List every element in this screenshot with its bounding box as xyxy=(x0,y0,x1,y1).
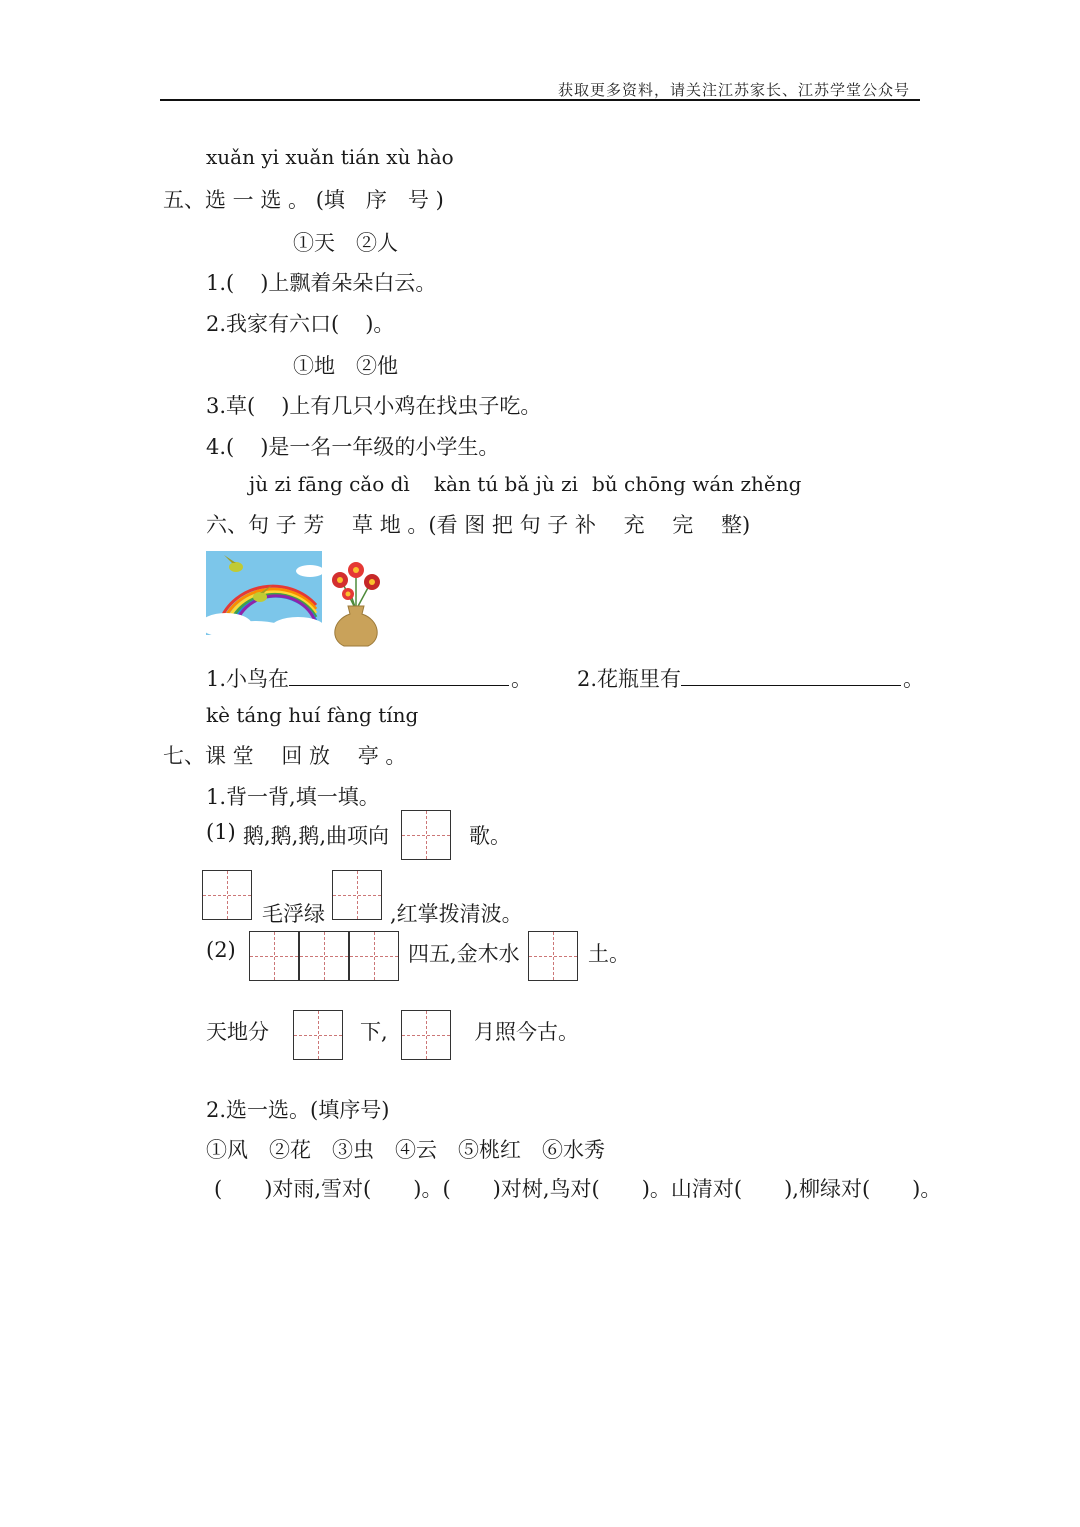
section6-question-2 xyxy=(577,663,924,693)
tianzige-box[interactable] xyxy=(401,1010,451,1060)
tianzige-box[interactable] xyxy=(401,810,451,860)
poem2-line2-a: 天地分 xyxy=(206,1020,269,1044)
section7-options: ①风 ②花 ③虫 ④云 ⑤桃红 ⑥水秀 xyxy=(206,1138,605,1162)
q1-start: 1.( xyxy=(206,271,235,295)
q2-text: 2.花瓶里有 xyxy=(577,667,682,691)
section6-title: 六、句 子 芳 草 地 。(看 图 把 句 子 补 充 完 整) xyxy=(206,513,751,537)
tianzige-box[interactable] xyxy=(349,931,399,981)
flower-icon xyxy=(332,572,348,588)
section7-sub-1: 1.背一背,填一填。 xyxy=(206,785,380,809)
poem2-label: (2) xyxy=(206,938,236,962)
poem2-end: 土。 xyxy=(588,942,630,966)
section5-options-2: ①地 ②他 xyxy=(293,354,398,378)
answer-line[interactable] xyxy=(289,667,509,686)
flower-icon xyxy=(364,574,380,590)
header-note: 获取更多资料，请关注江苏家长、江苏学堂公众号 xyxy=(558,81,911,99)
q3-end: )上有几只小鸡在找虫子吃。 xyxy=(281,394,542,418)
poem1-label: (1) xyxy=(206,820,236,844)
poem2-line2-c: 月照今古。 xyxy=(474,1020,579,1044)
flower-icon xyxy=(348,562,364,578)
section7-pinyin: kè táng huí fàng tíng xyxy=(206,703,419,727)
poem1-end: 歌。 xyxy=(469,824,511,848)
flower-icon xyxy=(342,588,354,600)
section5-options-1: ①天 ②人 xyxy=(293,231,398,255)
section5-question-4 xyxy=(206,431,499,461)
header-rule xyxy=(160,99,920,101)
section5-question-1 xyxy=(206,267,436,297)
q1-end: 。 xyxy=(511,667,533,691)
q4-start: 4.( xyxy=(206,435,235,459)
rainbow-birds-image xyxy=(206,551,322,635)
flower-vase-image xyxy=(328,560,384,648)
section6-pinyin-3: bǔ chōng wán zhěng xyxy=(592,472,802,496)
q2-end: )。 xyxy=(365,312,395,336)
poem1-line2-mid: 毛浮绿 xyxy=(262,902,325,926)
section7-fill-line: ( )对雨,雪对( )。( )对树,鸟对( )。山清对( ),柳绿对( )。 xyxy=(214,1177,942,1201)
q2-end: 。 xyxy=(903,667,925,691)
tianzige-box[interactable] xyxy=(293,1010,343,1060)
section7-title: 七、课 堂 回 放 亭 。 xyxy=(163,744,407,768)
section6-pinyin-2: kàn tú bǎ jù zi xyxy=(434,472,579,496)
tianzige-box[interactable] xyxy=(299,931,349,981)
answer-line[interactable] xyxy=(681,667,901,686)
poem2-line2-b: 下, xyxy=(360,1020,388,1044)
section5-question-2 xyxy=(206,308,394,338)
q2-start: 2.我家有六口( xyxy=(206,312,340,336)
tianzige-box[interactable] xyxy=(202,870,252,920)
tianzige-box[interactable] xyxy=(332,870,382,920)
section6-pinyin-1: jù zi fāng cǎo dì xyxy=(249,472,410,496)
section5-title: 五、选 一 选 。 (填 序 号 ) xyxy=(163,188,444,212)
tianzige-box[interactable] xyxy=(249,931,299,981)
tianzige-box[interactable] xyxy=(528,931,578,981)
q1-end: )上飘着朵朵白云。 xyxy=(260,271,437,295)
poem1-text: 鹅,鹅,鹅,曲项向 xyxy=(243,824,390,848)
poem2-mid: 四五,金木水 xyxy=(408,942,520,966)
q3-start: 3.草( xyxy=(206,394,256,418)
q1-text: 1.小鸟在 xyxy=(206,667,290,691)
q4-end: )是一名一年级的小学生。 xyxy=(260,435,500,459)
poem1-line2-end: ,红掌拨清波。 xyxy=(390,902,523,926)
section5-question-3 xyxy=(206,390,541,420)
vase xyxy=(335,606,377,646)
section7-sub-2: 2.选一选。(填序号) xyxy=(206,1098,390,1122)
section5-pinyin: xuǎn yi xuǎn tián xù hào xyxy=(206,145,454,169)
section6-question-1 xyxy=(206,663,532,693)
